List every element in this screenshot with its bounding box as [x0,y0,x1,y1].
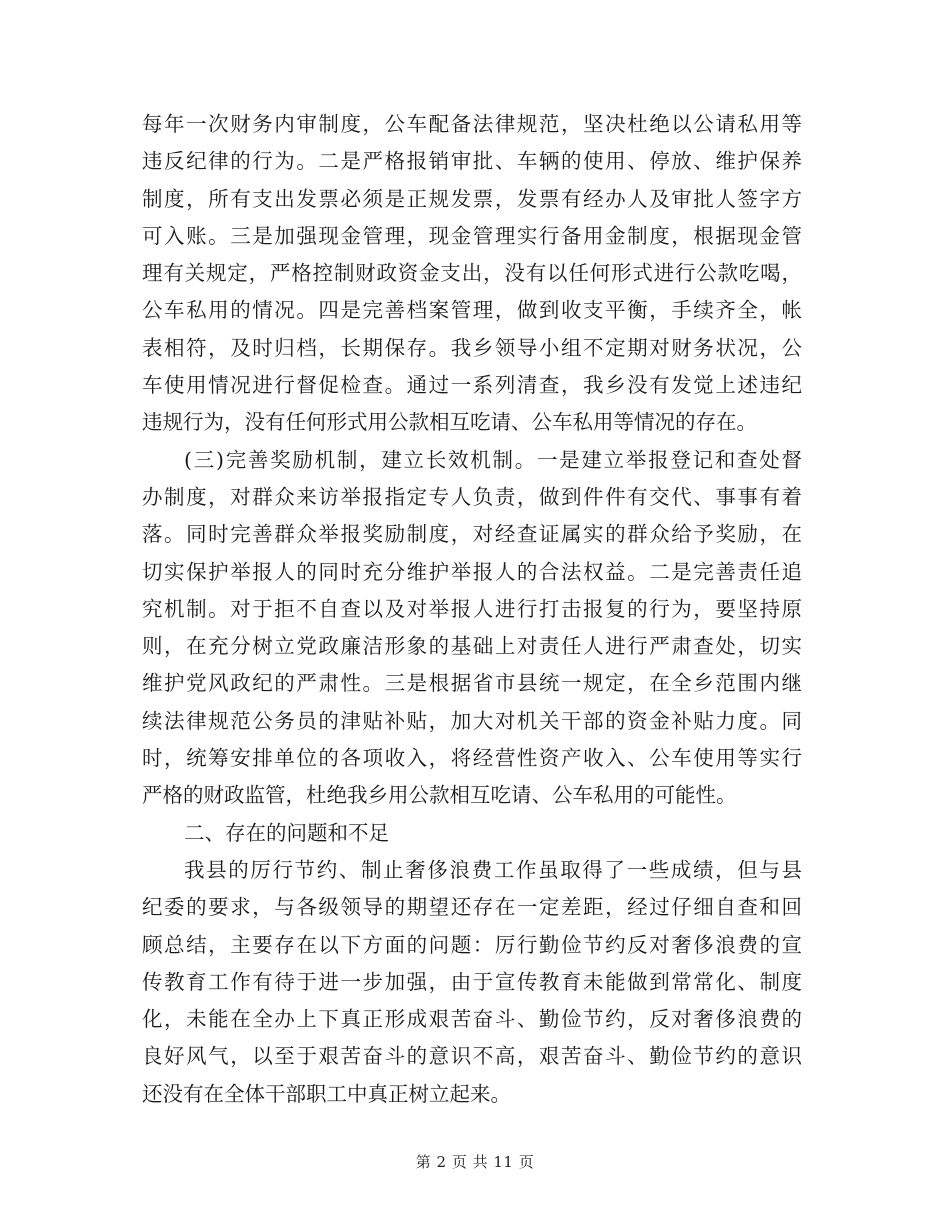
text-line: 则，在充分树立党政廉洁形象的基础上对责任人进行严肃查处，切实 [142,634,802,659]
text-line: 顾总结，主要存在以下方面的问题：厉行勤俭节约反对奢侈浪费的宣 [142,932,802,957]
text-line: 纪委的要求，与各级领导的期望还存在一定差距，经过仔细自查和回 [142,895,802,920]
text-line: 公车私用的情况。四是完善档案管理，做到收支平衡，手续齐全，帐 [142,298,802,323]
text-line: 化，未能在全办上下真正形成艰苦奋斗、勤俭节约，反对奢侈浪费的 [142,1007,802,1032]
text-line: 违规行为，没有任何形式用公款相互吃请、公车私用等情况的存在。 [142,410,757,435]
paragraph-reward-mechanism [142,442,802,815]
text-line: 制度，所有支出发票必须是正规发票，发票有经办人及审批人签字方 [142,186,802,211]
text-line: 还没有在全体干部职工中真正树立起来。 [142,1081,511,1106]
text-line: 传教育工作有待于进一步加强，由于宣传教育未能做到常常化、制度 [142,969,802,994]
text-line: 究机制。对于拒不自查以及对举报人进行打击报复的行为，要坚持原 [142,596,802,621]
text-line: 我县的厉行节约、制止奢侈浪费工作虽取得了一些成绩，但与县 [184,857,802,882]
paragraph-problems [142,852,802,1113]
document-body [142,106,802,1113]
text-line: 时，统筹安排单位的各项收入，将经营性资产收入、公车使用等实行 [142,746,802,771]
text-line: 办制度，对群众来访举报指定专人负责，做到件件有交代、事事有着 [142,484,802,509]
text-line: 车使用情况进行督促检查。通过一系列清查，我乡没有发觉上述违纪 [142,373,802,398]
section-heading [142,815,802,852]
text-line: 续法律规范公务员的津贴补贴，加大对机关干部的资金补贴力度。同 [142,708,802,733]
heading-text: 二、存在的问题和不足 [184,820,389,845]
text-line: (三)完善奖励机制，建立长效机制。一是建立举报登记和查处督 [184,447,802,472]
text-line: 切实保护举报人的同时充分维护举报人的合法权益。二是完善责任追 [142,559,802,584]
text-line: 理有关规定，严格控制财政资金支出，没有以任何形式进行公款吃喝， [142,261,802,286]
text-line: 维护党风政纪的严肃性。三是根据省市县统一规定，在全乡范围内继 [142,671,802,696]
text-line: 表相符，及时归档，长期保存。我乡领导小组不定期对财务状况，公 [142,335,802,360]
text-line: 违反纪律的行为。二是严格报销审批、车辆的使用、停放、维护保养 [142,149,802,174]
text-line: 良好风气，以至于艰苦奋斗的意识不高，艰苦奋斗、勤俭节约的意识 [142,1044,802,1069]
paragraph-finance-management [142,106,802,442]
text-line: 可入账。三是加强现金管理，现金管理实行备用金制度，根据现金管 [142,223,802,248]
page-number-footer: 第 2 页 共 11 页 [415,1153,535,1171]
text-line: 每年一次财务内审制度，公车配备法律规范，坚决杜绝以公请私用等 [142,112,802,136]
text-line: 落。同时完善群众举报奖励制度，对经查证属实的群众给予奖励，在 [142,522,802,547]
text-line: 严格的财政监管，杜绝我乡用公款相互吃请、公车私用的可能性。 [142,783,737,808]
